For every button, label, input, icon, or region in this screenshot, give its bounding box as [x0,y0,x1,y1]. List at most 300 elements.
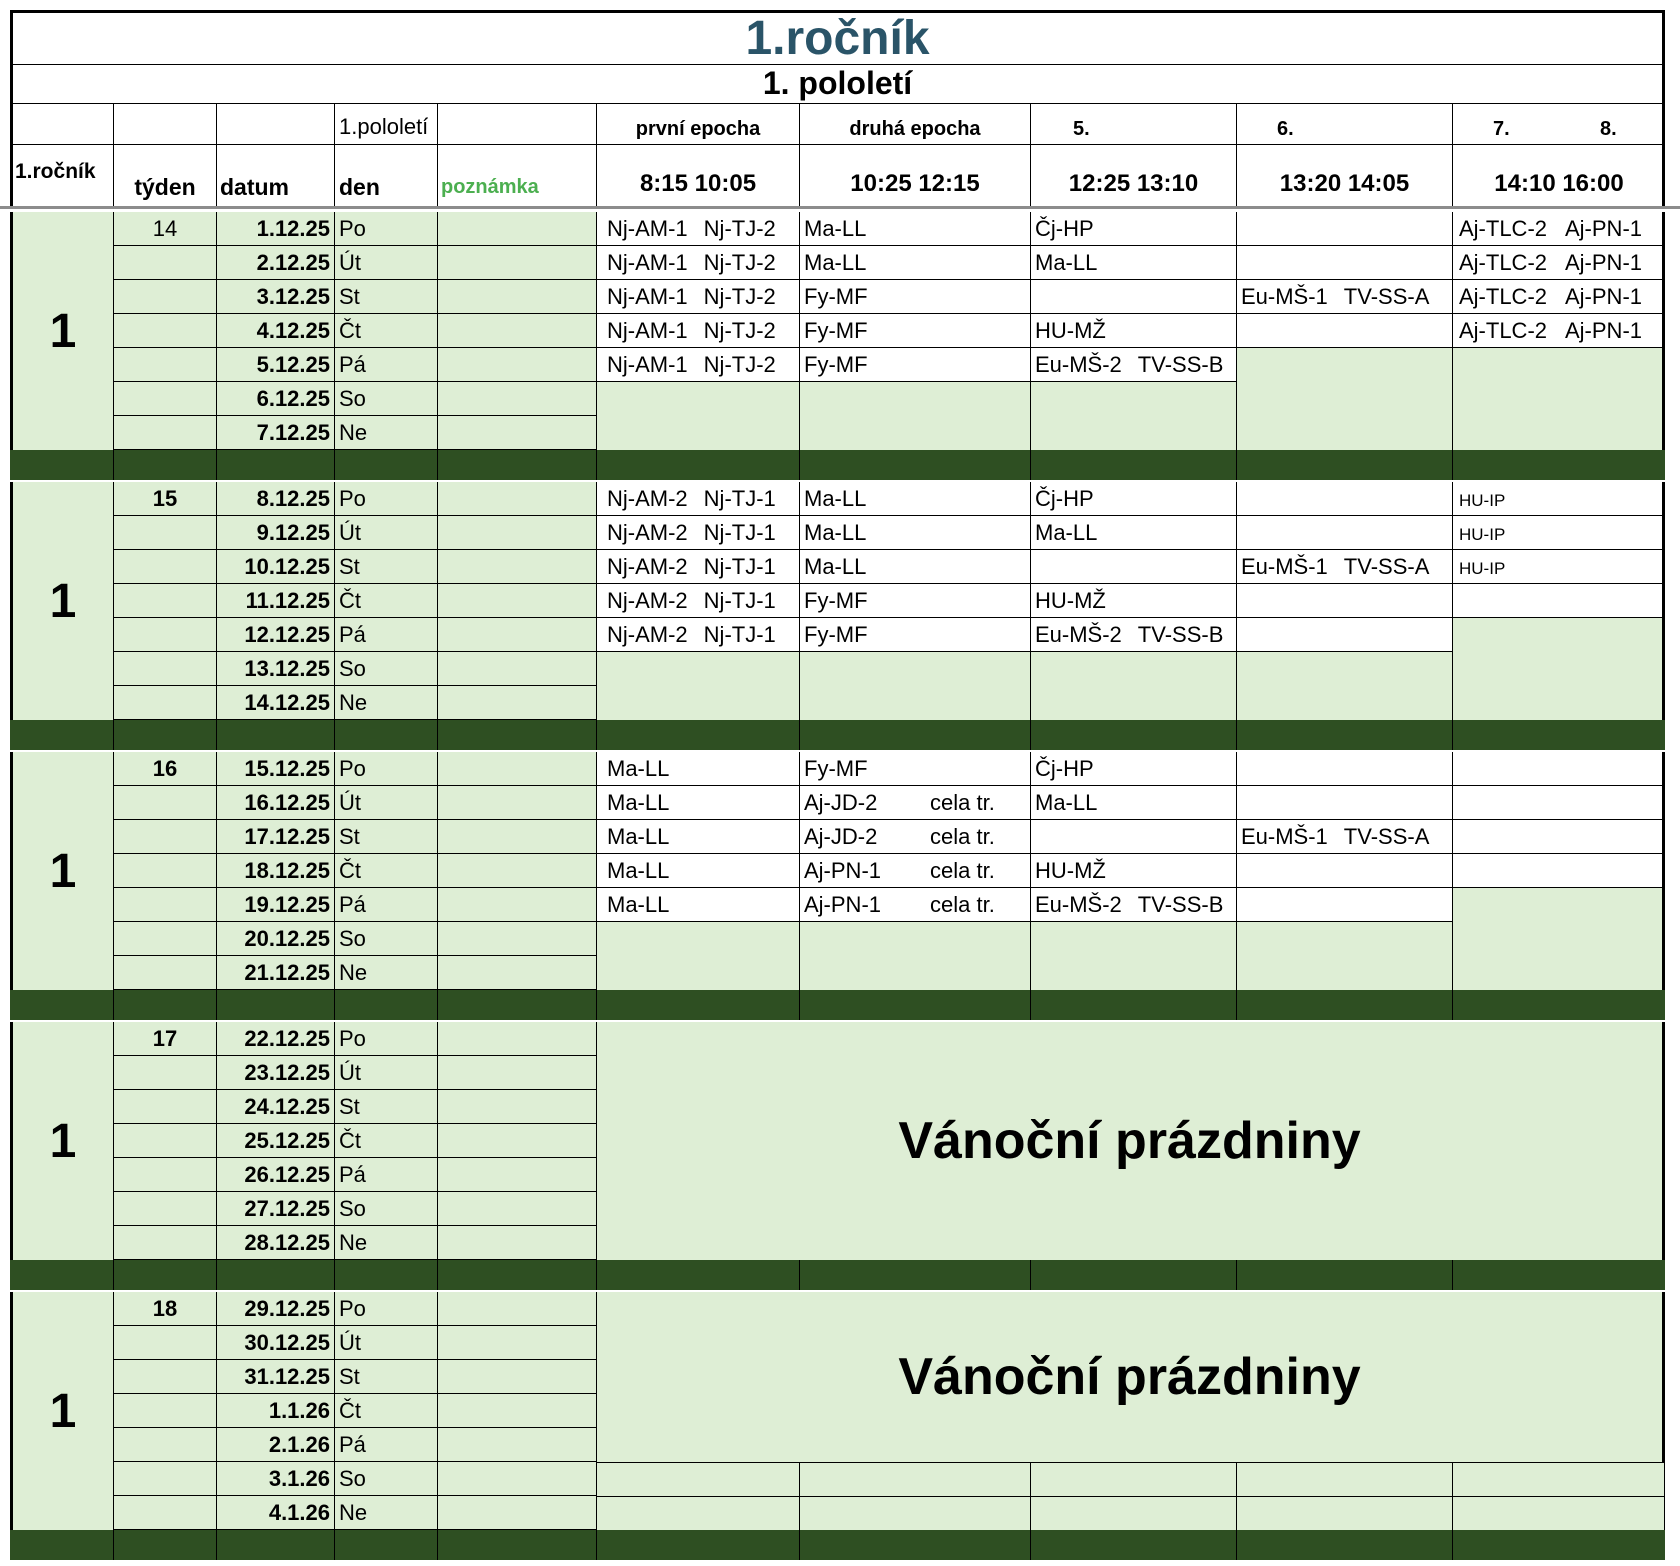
day-value: Ne [339,420,368,445]
week-separator [10,1260,1665,1290]
period6-cell [1237,686,1453,720]
period6-cell [1237,786,1453,820]
lesson-label: Aj-PN-1 [1565,284,1643,309]
lesson-label: Nj-TJ-1 [703,622,776,647]
table-row [10,1462,1665,1496]
grade-number: 1 [49,304,77,358]
day-cell [335,888,438,922]
lesson-label: Aj-PN-1 [1565,250,1643,275]
time-epoch1: 8:15 10:05 [639,170,757,197]
day-value: St [339,1094,360,1119]
day-cell [335,314,438,348]
epoch2-cell [800,618,1031,652]
lesson-label: Eu-MŠ-2 [1035,622,1122,647]
note-cell [438,922,597,956]
lesson-label: Ma-LL [1035,790,1098,815]
date-cell [217,516,335,550]
lesson-label: Ma-LL [607,756,670,781]
lesson-label: Nj-AM-2 [607,554,688,579]
lesson-label: Ma-LL [607,790,670,815]
date-value: 21.12.25 [244,960,330,985]
lesson-label: TV-SS-B [1137,352,1224,377]
lesson-label: Ma-LL [607,824,670,849]
note-cell [438,314,597,348]
date-value: 1.1.26 [268,1398,330,1423]
period78-cell [1453,618,1665,652]
p5-cell [1031,1496,1237,1530]
lesson-note: cela tr. [930,824,995,849]
date-value: 18.12.25 [244,858,330,883]
day-value: Ne [339,1230,368,1255]
date-cell [217,1124,335,1158]
date-value: 29.12.25 [244,1296,330,1321]
period78-cell [1453,280,1665,314]
day-cell [335,820,438,854]
note-cell [438,820,597,854]
date-cell [217,550,335,584]
day-cell [335,550,438,584]
lesson-label: Ma-LL [804,250,867,275]
lesson-label: Aj-TLC-2 [1459,216,1548,241]
time-period78: 14:10 16:00 [1494,170,1624,197]
note-cell [438,212,597,246]
date-cell [217,416,335,450]
p78-cell [1453,1462,1665,1496]
week-cell [114,786,217,820]
week-separator [10,990,1665,1020]
epoch1-cell [597,686,800,720]
lesson-label: TV-SS-A [1343,554,1430,579]
note-cell [438,652,597,686]
epoch2-cell [800,584,1031,618]
period6-cell [1237,888,1453,922]
header-area [10,103,1665,207]
day-cell [335,786,438,820]
week-cell [114,314,217,348]
note-cell [438,1326,597,1360]
date-cell [217,1360,335,1394]
period5-cell [1031,314,1237,348]
semester-subtitle: 1. pololetí [10,65,1665,103]
day-cell [335,1192,438,1226]
date-value: 7.12.25 [256,420,330,445]
period5-cell [1031,212,1237,246]
table-row [10,888,1665,922]
date-cell [217,854,335,888]
week-cell [114,212,217,246]
date-value: 14.12.25 [244,690,330,715]
note-cell [438,246,597,280]
day-value: Po [339,756,366,781]
table-row [10,686,1665,720]
epoch1-cell [597,956,800,990]
day-value: Čt [339,1398,361,1423]
date-cell [217,752,335,786]
epoch2-label: druhá epocha [849,118,981,140]
week-cell [114,888,217,922]
period7-label: 7. [1493,118,1510,140]
epoch2-cell [800,280,1031,314]
epoch1-cell [597,348,800,382]
date-value: 28.12.25 [244,1230,330,1255]
table-row [10,820,1665,854]
period78-cell [1453,652,1665,686]
day-cell [335,280,438,314]
period6-cell [1237,348,1453,382]
day-cell [335,1394,438,1428]
epoch1-cell [597,652,800,686]
week-cell [114,382,217,416]
day-value: St [339,284,360,309]
date-value: 25.12.25 [244,1128,330,1153]
lesson-label: Nj-TJ-1 [703,520,776,545]
period6-label: 6. [1277,118,1294,140]
week-cell [114,1428,217,1462]
period5-cell [1031,584,1237,618]
table-row [10,314,1665,348]
week-number: 17 [152,1026,178,1051]
lesson-label: HU-MŽ [1035,318,1106,343]
period5-cell [1031,786,1237,820]
table-row [10,482,1665,516]
epoch2-cell [800,482,1031,516]
period78-cell [1453,348,1665,382]
date-cell [217,482,335,516]
note-cell [438,1192,597,1226]
date-cell [217,1192,335,1226]
epoch1-cell [597,280,800,314]
lesson-label: Eu-MŠ-2 [1035,352,1122,377]
period5-cell [1031,482,1237,516]
date-value: 15.12.25 [244,756,330,781]
epoch1-cell [597,888,800,922]
period6-cell [1237,482,1453,516]
epoch1-cell [597,212,800,246]
period5-cell [1031,686,1237,720]
date-value: 3.1.26 [268,1466,330,1491]
period5-label: 5. [1073,118,1090,140]
period6-cell [1237,922,1453,956]
week-cell [114,854,217,888]
lesson-label: Ma-LL [1035,520,1098,545]
note-cell [438,416,597,450]
week-cell [114,1360,217,1394]
day-cell [335,1428,438,1462]
grade-number: 1 [49,1114,77,1168]
lesson-label: Aj-PN-1 [1565,216,1643,241]
week-cell [114,1124,217,1158]
day-value: Pá [339,352,366,377]
epoch2-cell [800,550,1031,584]
epoch1-cell [597,516,800,550]
epoch1-cell [597,854,800,888]
date-value: 4.12.25 [256,318,330,343]
grade-number: 1 [49,1384,77,1438]
date-value: 27.12.25 [244,1196,330,1221]
holiday-banner [597,1022,1662,1260]
date-value: 24.12.25 [244,1094,330,1119]
date-value: 31.12.25 [244,1364,330,1389]
epoch2-cell [800,922,1031,956]
epoch2-cell [800,246,1031,280]
day-value: Čt [339,588,361,613]
epoch1-cell [597,482,800,516]
week-number: 14 [152,216,178,241]
lesson-label: Nj-TJ-1 [703,486,776,511]
epoch2-cell [800,348,1031,382]
week-number: 16 [152,756,178,781]
epoch2-cell [800,820,1031,854]
day-value: Čt [339,858,361,883]
lesson-label: Fy-MF [804,284,868,309]
lesson-label: Ma-LL [804,216,867,241]
day-value: Ne [339,1500,368,1525]
pololeti-label: 1.pololetí [339,114,429,139]
week-column-header: týden [134,174,196,200]
date-value: 2.1.26 [268,1432,330,1457]
period8-label: 8. [1600,118,1617,140]
date-cell [217,1292,335,1326]
lesson-label: Čj-HP [1035,486,1094,511]
date-cell [217,956,335,990]
week-cell [114,922,217,956]
period78-cell [1453,752,1665,786]
p6-cell [1237,1462,1453,1496]
table-row [10,752,1665,786]
week-cell [114,246,217,280]
day-cell [335,212,438,246]
week-cell [114,280,217,314]
period5-cell [1031,348,1237,382]
date-value: 22.12.25 [244,1026,330,1051]
period6-cell [1237,956,1453,990]
day-value: Ne [339,690,368,715]
day-cell [335,348,438,382]
period78-cell [1453,686,1665,720]
week-cell [114,752,217,786]
day-value: So [339,926,366,951]
p78-cell [1453,1496,1665,1530]
period78-cell [1453,584,1665,618]
day-cell [335,618,438,652]
date-cell [217,382,335,416]
day-cell [335,652,438,686]
date-column-header: datum [220,174,289,200]
date-value: 2.12.25 [256,250,330,275]
date-cell [217,618,335,652]
epoch2-cell [800,382,1031,416]
day-value: Pá [339,1162,366,1187]
note-cell [438,956,597,990]
day-cell [335,1056,438,1090]
period78-cell [1453,416,1665,450]
date-cell [217,212,335,246]
lesson-label: Aj-TLC-2 [1459,318,1548,343]
week-cell [114,416,217,450]
period6-cell [1237,584,1453,618]
lesson-label: Nj-AM-2 [607,622,688,647]
day-value: So [339,1196,366,1221]
time-period6: 13:20 14:05 [1279,170,1410,197]
period6-cell [1237,212,1453,246]
day-value: Út [339,790,361,815]
date-cell [217,1394,335,1428]
page-title: 1.ročník [10,10,1665,65]
lesson-label: Fy-MF [804,756,868,781]
day-cell [335,854,438,888]
lesson-label: Eu-MŠ-1 [1241,284,1328,309]
period78-cell [1453,246,1665,280]
lesson-label: Ma-LL [804,486,867,511]
day-cell [335,1360,438,1394]
epoch1-cell [597,618,800,652]
day-cell [335,382,438,416]
date-value: 17.12.25 [244,824,330,849]
week-cell [114,686,217,720]
date-value: 10.12.25 [244,554,330,579]
lesson-label: HU-IP [1459,559,1506,578]
date-value: 4.1.26 [268,1500,330,1525]
period78-cell [1453,516,1665,550]
period6-cell [1237,416,1453,450]
day-cell [335,1292,438,1326]
period78-cell [1453,786,1665,820]
note-cell [438,482,597,516]
period5-cell [1031,382,1237,416]
period78-cell [1453,212,1665,246]
table-row [10,348,1665,382]
date-cell [217,652,335,686]
date-value: 16.12.25 [244,790,330,815]
date-value: 3.12.25 [256,284,330,309]
note-cell [438,1056,597,1090]
lesson-label: Ma-LL [1035,250,1098,275]
day-value: Čt [339,1128,361,1153]
period6-cell [1237,618,1453,652]
day-value: Út [339,250,361,275]
day-value: So [339,656,366,681]
day-value: Ne [339,960,368,985]
lesson-label: Fy-MF [804,588,868,613]
note-cell [438,888,597,922]
lesson-label: Aj-JD-2 [804,824,878,849]
lesson-label: Nj-AM-1 [607,250,688,275]
period78-cell [1453,956,1665,990]
lesson-label: Nj-AM-2 [607,486,688,511]
epoch1-cell [597,246,800,280]
day-cell [335,246,438,280]
day-cell [335,584,438,618]
period6-cell [1237,752,1453,786]
lesson-label: HU-MŽ [1035,858,1106,883]
date-value: 9.12.25 [256,520,330,545]
lesson-label: HU-IP [1459,491,1506,510]
note-cell [438,1158,597,1192]
week-cell [114,1056,217,1090]
day-cell [335,1022,438,1056]
table-row [10,212,1665,246]
note-cell [438,280,597,314]
date-cell [217,888,335,922]
lesson-label: Čj-HP [1035,756,1094,781]
e2-cell [800,1462,1031,1496]
note-cell [438,618,597,652]
period78-cell [1453,820,1665,854]
day-cell [335,1124,438,1158]
day-value: Út [339,1060,361,1085]
lesson-label: TV-SS-B [1137,622,1224,647]
lesson-label: Nj-TJ-2 [703,250,776,275]
note-cell [438,1090,597,1124]
lesson-label: Aj-TLC-2 [1459,250,1548,275]
lesson-label: Nj-TJ-1 [703,554,776,579]
period5-cell [1031,246,1237,280]
date-cell [217,1022,335,1056]
week-cell [114,1394,217,1428]
lesson-label: Aj-PN-1 [804,892,882,917]
period78-cell [1453,482,1665,516]
epoch2-cell [800,416,1031,450]
lesson-label: Nj-AM-1 [607,216,688,241]
period5-cell [1031,922,1237,956]
period5-cell [1031,888,1237,922]
period5-cell [1031,550,1237,584]
lesson-label: Aj-JD-2 [804,790,878,815]
date-cell [217,1056,335,1090]
day-value: Út [339,1330,361,1355]
period6-cell [1237,516,1453,550]
date-cell [217,1428,335,1462]
week-cell [114,348,217,382]
period6-cell [1237,382,1453,416]
p6-cell [1237,1496,1453,1530]
lesson-label: Čj-HP [1035,216,1094,241]
lesson-label: Aj-PN-1 [804,858,882,883]
lesson-label: Ma-LL [607,892,670,917]
week-cell [114,652,217,686]
note-cell [438,1428,597,1462]
grade-column-header: 1.ročník [15,160,96,183]
epoch1-cell [597,786,800,820]
epoch2-cell [800,314,1031,348]
day-value: Čt [339,318,361,343]
lesson-label: Eu-MŠ-2 [1035,892,1122,917]
lesson-label: Fy-MF [804,352,868,377]
lesson-label: Nj-TJ-2 [703,352,776,377]
date-value: 30.12.25 [244,1330,330,1355]
period5-cell [1031,854,1237,888]
holiday-label: Vánoční prázdniny [898,1348,1361,1406]
lesson-label: TV-SS-A [1343,824,1430,849]
date-cell [217,1326,335,1360]
epoch1-cell [597,820,800,854]
lesson-label: Nj-AM-1 [607,284,688,309]
date-value: 1.12.25 [256,216,330,241]
epoch1-cell [597,416,800,450]
grade-number: 1 [49,574,77,628]
day-cell [335,956,438,990]
p5-cell [1031,1462,1237,1496]
table-row [10,652,1665,686]
epoch1-cell [597,550,800,584]
table-row [10,280,1665,314]
lesson-label: TV-SS-A [1343,284,1430,309]
day-value: St [339,1364,360,1389]
table-row [10,382,1665,416]
period78-cell [1453,314,1665,348]
day-cell [335,922,438,956]
date-cell [217,820,335,854]
